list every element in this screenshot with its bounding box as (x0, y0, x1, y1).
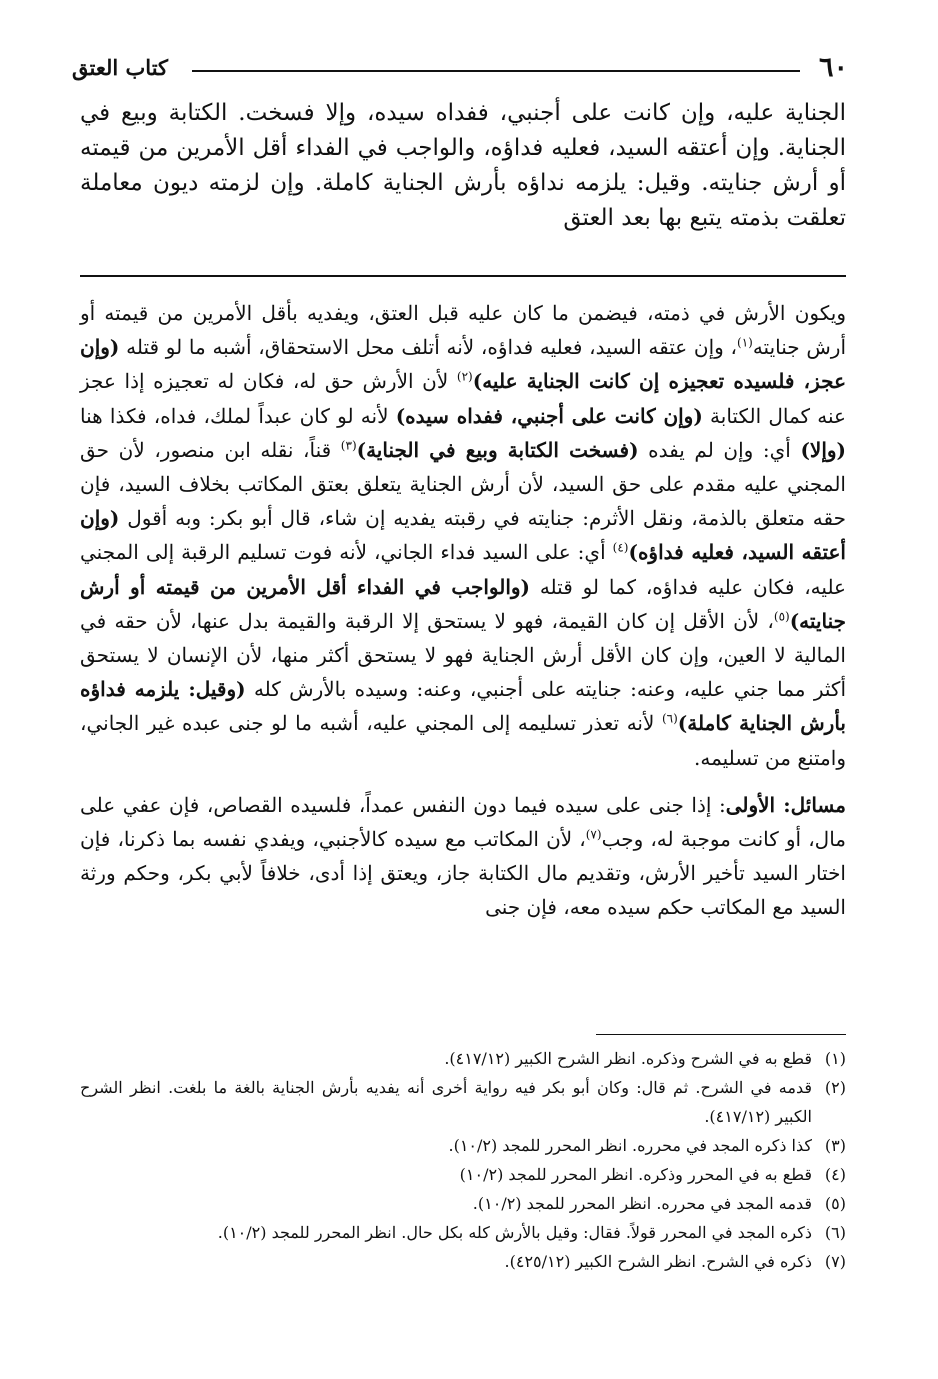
footnote-rule (596, 1034, 846, 1035)
footnote-text: قطع به في المحرر وذكره. انظر المحرر للمجد (١٠/٢) (459, 1165, 812, 1184)
commentary-text: ، وإن عتقه السيد، فعليه فداؤه، لأنه أتلف محل الاستحقاق، أشبه ما لو قتله (119, 335, 737, 360)
footnote-number: (١) (824, 1049, 846, 1068)
commentary-text: لأنه تعذر تسليمه إلى المجني عليه، أشبه ما لو جنى عبده غير الجاني، وامتنع من تسليمه. (80, 711, 846, 770)
footnote-marker: (٥) (773, 609, 790, 624)
main-text: الجناية عليه، وإن كانت على أجنبي، ففداه سيده، وإلا فسخت. الكتابة وبيع في الجناية. وإن أعتقه السيد، فعليه فداؤه، والواجب في الفداء أقل الأمرين من قيمته أو أرش جنايته. وقيل: يلزمه نداؤه بأرش الجناية كاملة. وإن لزمته ديون معاملة تعلقت بذمته يتبع بها بعد العتق (80, 100, 846, 231)
footnote-number: (٥) (824, 1194, 846, 1213)
commentary-block (80, 296, 846, 925)
footnote-marker: (١) (737, 335, 753, 350)
main-text-block (80, 96, 846, 236)
footnote-2 (80, 1073, 846, 1131)
footnote-text: قدمه المجد في محرره. انظر المحرر للمجد (١٠/٢). (472, 1194, 812, 1213)
footnote-marker: (٤) (612, 540, 629, 555)
bold-quoted-text: (وإن كانت على أجنبي، ففداه سيده) (395, 403, 703, 428)
commentary-paragraph-1 (80, 296, 846, 775)
bold-quoted-text: مسائل: الأولى (725, 792, 846, 817)
page-number: ٦٠ (818, 52, 848, 83)
footnote-text: قدمه في الشرح. ثم قال: وكان أبو بكر فيه رواية أخرى أنه يفديه بأرش الجناية بالغة ما بلغت. انظر الشرح الكبير (٤١٧/١٢). (80, 1078, 812, 1126)
commentary-text: لأنه لو كان عبداً لملك، فداه، فكذا هنا (80, 403, 396, 428)
commentary-text: : إذا جنى على سيده فيما دون النفس عمداً، فلسيده القصاص، فإن عفي على مال، أو كانت موجبة له، وجب (80, 792, 846, 852)
footnotes-list (80, 1044, 846, 1276)
commentary-text: أي: على السيد فداء الجاني، لأنه فوت تسليم الرقبة إلى المجني عليه، فكان عليه فداؤه، كما لو قتله (80, 540, 846, 599)
bold-quoted-text: (فسخت الكتابة وبيع في الجناية) (356, 437, 639, 462)
footnote-number: (٢) (824, 1078, 846, 1097)
commentary-text: أي: وإن لم يفده (638, 437, 801, 462)
footnote-text: ذكره في الشرح. انظر الشرح الكبير (٤٢٥/١٢). (504, 1252, 812, 1271)
bold-quoted-text: (وقيل: يلزمه فداؤه بأرش الجناية كاملة) (80, 677, 846, 736)
commentary-paragraph-2 (80, 788, 846, 925)
footnote-number: (٦) (824, 1223, 846, 1242)
page-header (72, 50, 848, 90)
commentary-text: ، لأن المكاتب مع سيده كالأجنبي، ويفدي نفسه بما ذكرنا، فإن اختار السيد تأخير الأرش، وتقديم مال الكتابة جاز، ويعتق إذا أدى، خلافاً لأبي بكر، وحكم ورثة السيد مع المكاتب حكم سيده معه، فإن جنى (80, 827, 846, 920)
footnote-text: ذكره المجد في المحرر قولاً. فقال: وقيل بالأرش كله بكل حال. انظر المحرر للمجد (١٠/٢). (217, 1223, 812, 1242)
footnote-marker: (٢) (456, 369, 473, 384)
bold-quoted-text: (وإلا) (800, 437, 846, 462)
footnote-marker: (٧) (585, 827, 602, 842)
commentary-text: لأن الأرش حق له، فكان له تعجيزه إذا عجز عنه كمال الكتابة (80, 369, 846, 428)
footnote-5 (80, 1189, 846, 1218)
footnote-marker: (٦) (661, 711, 678, 726)
footnote-6 (80, 1218, 846, 1247)
running-head: كتاب العتق (72, 55, 169, 80)
footnote-1 (80, 1044, 846, 1073)
footnote-marker: (٣) (340, 438, 357, 453)
bold-quoted-text: (وإن عجز، فلسيده تعجيزه إن كانت الجناية عليه) (80, 335, 847, 394)
footnote-text: قطع به في الشرح وذكره. انظر الشرح الكبير (٤١٧/١٢). (444, 1049, 812, 1068)
footnote-text: كذا ذكره المجد في محرره. انظر المحرر للمجد (١٠/٢). (448, 1136, 812, 1155)
footnote-4 (80, 1160, 846, 1189)
commentary-text: ويكون الأرش في ذمته، فيضمن ما كان عليه قبل العتق، ويفديه بأقل الأمرين من قيمته أو أرش جنايته (80, 301, 846, 360)
commentary-text: ، لأن الأقل إن كان القيمة، فهو لا يستحق إلا الرقبة والقيمة بدل عنها، لأن حقه في المالية لا العين، وإن كان الأقل أرش الجناية فهو لا يستحق أكثر منها، لأن الإنسان لا يستحق أكثر مما جني عليه، وعنه: جنايته على أجنبي، وعنه: وسيده بالأرش كله (80, 608, 846, 702)
footnote-number: (٣) (824, 1136, 846, 1155)
header-rule (192, 70, 800, 72)
footnote-3 (80, 1131, 846, 1160)
footnote-number: (٤) (824, 1165, 846, 1184)
footnote-number: (٧) (824, 1252, 846, 1271)
commentary-text: قناً، نقله ابن منصور، لأن حق المجني عليه مقدم على حق السيد، لأن أرش الجناية يتعلق بعتق المكاتب بخلاف السيد، فإن حقه متعلق بالذمة، ونقل الأثرم: جنايته في رقبته يفديه إن شاء، قال أبو بكر: وبه أقول (80, 437, 846, 531)
footnote-7 (80, 1247, 846, 1276)
text-separator-rule (80, 275, 846, 277)
bold-quoted-text: (والواجب في الفداء أقل الأمرين من قيمته أو أرش جنايته) (80, 574, 846, 633)
bold-quoted-text: (وإن أعتقه السيد، فعليه فداؤه) (80, 506, 846, 565)
